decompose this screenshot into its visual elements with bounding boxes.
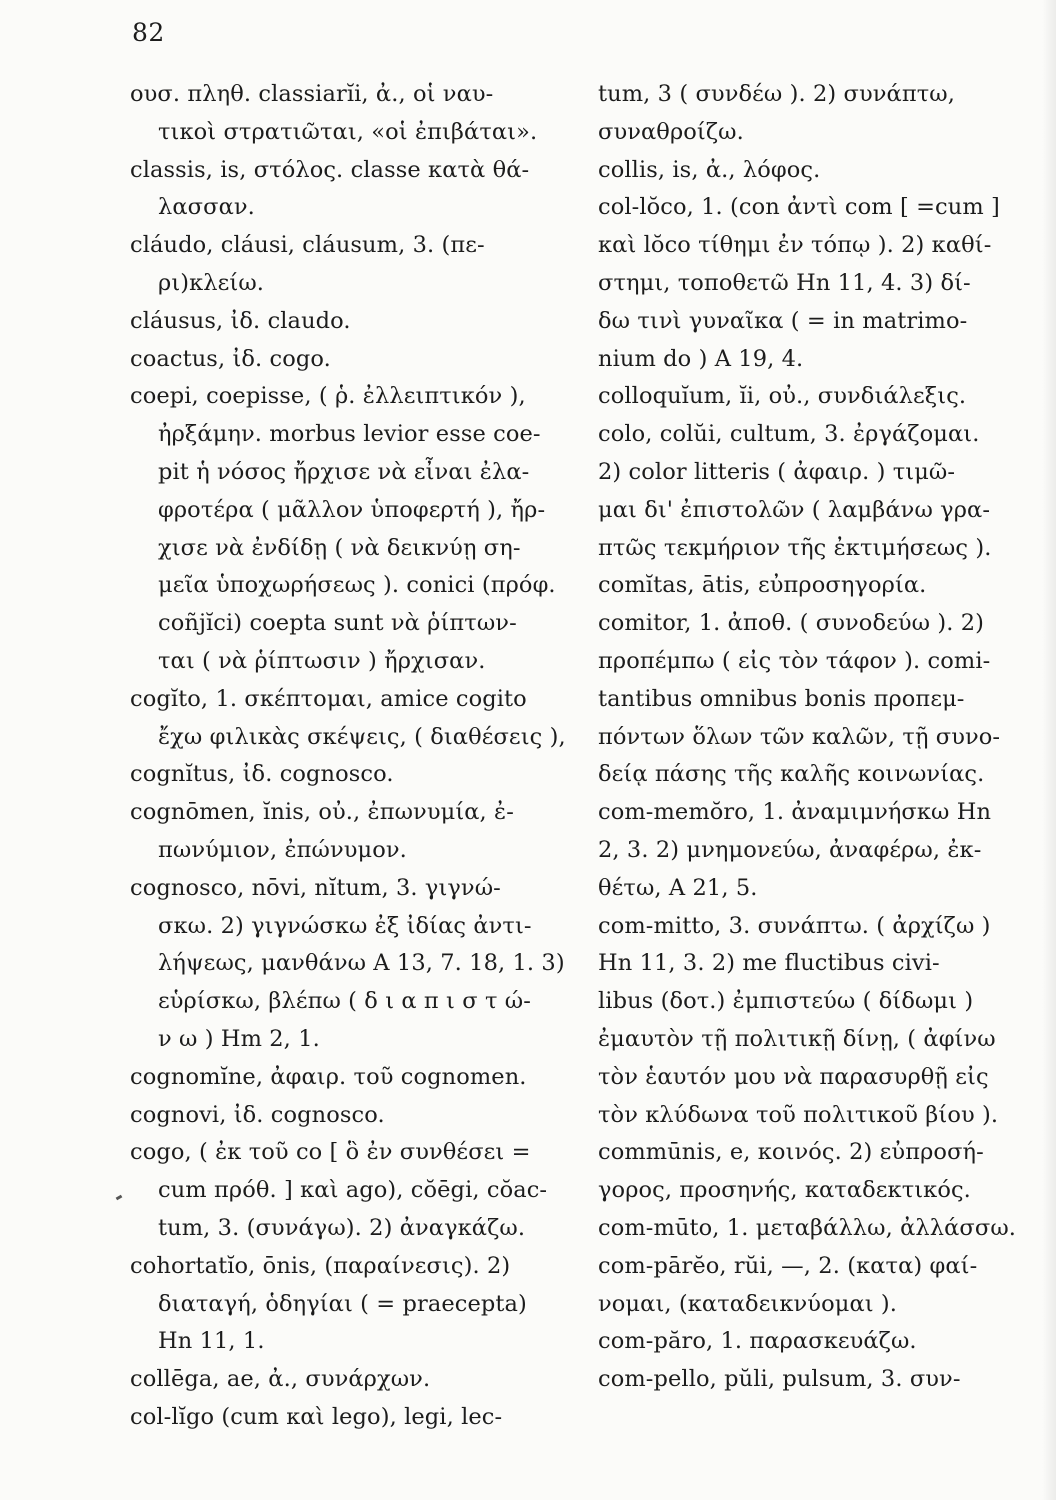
dictionary-line: classis, is, στόλος. classe κατὰ θά- [130,156,530,183]
dictionary-line: μαι δι' ἐπιστολῶν ( λαμβάνω γρα- [598,496,991,523]
dictionary-line: comĭtas, ātis, εὐπροσηγορία. [598,572,927,599]
dictionary-line: εὑρίσκω, βλέπω ( δ ι α π ι σ τ ώ- [158,988,531,1015]
dictionary-line: cláusus, ἰδ. claudo. [130,307,351,334]
dictionary-line: ν ω ) Hm 2, 1. [158,1025,320,1052]
dictionary-line: συναθροίζω. [598,118,744,145]
page-number: 82 [132,18,165,47]
page-edge-shadow [1042,0,1056,1500]
dictionary-line: coactus, ἰδ. cogo. [130,345,331,372]
dictionary-line: cognosco, nōvi, nĭtum, 3. γιγνώ- [130,874,501,901]
dictionary-line: cogo, ( ἐκ τοῦ co [ ὃ ἐν συνθέσει = [130,1139,531,1166]
stray-ink-mark [116,1195,123,1201]
dictionary-line: νομαι, (καταδεικνύομαι ). [598,1290,898,1317]
dictionary-line: cognĭtus, ἰδ. cognosco. [130,761,394,788]
dictionary-line: cognovi, ἰδ. cognosco. [130,1101,385,1128]
dictionary-line: com-pello, pŭli, pulsum, 3. συν- [598,1366,961,1393]
dictionary-line: τὸν κλύδωνα τοῦ πολιτικοῦ βίου ). [598,1101,999,1128]
dictionary-line: ἐμαυτὸν τῇ πολιτικῇ δίνῃ, ( ἀφίνω [598,1025,996,1052]
dictionary-line: ἠρξάμην. morbus levior esse coe- [158,421,541,448]
dictionary-line: cohortatĭo, ōnis, (παραίνεσις). 2) [130,1252,511,1279]
dictionary-line: φροτέρα ( μᾶλλον ὑποφερτή ), ἤρ- [158,496,546,523]
dictionary-line: Hn 11, 3. 2) me fluctibus civi- [598,950,940,977]
dictionary-line: ἔχω φιλικὰς σκέψεις, ( διαθέσεις ), [158,723,566,750]
dictionary-line: καὶ lŏco τίθημι ἐν τόπῳ ). 2) καθί- [598,232,992,259]
dictionary-line: διαταγή, ὁδηγίαι ( = praecepta) [158,1290,527,1317]
dictionary-line: tum, 3 ( συνδέω ). 2) συνάπτω, [598,81,955,107]
dictionary-line: col-lĭgo (cum καὶ lego), legi, lec- [130,1403,503,1430]
dictionary-line: collis, is, ἀ., λόφος. [598,156,821,183]
dictionary-line: δείᾳ πάσης τῆς καλῆς κοινωνίας. [598,761,985,788]
dictionary-line: γορος, προσηνής, καταδεκτικός. [598,1177,971,1204]
dictionary-line: λασσαν. [158,194,255,221]
dictionary-line: com-păro, 1. παρασκευάζω. [598,1328,917,1355]
dictionary-line: col-lŏco, 1. (con ἀντὶ com [ =cum ] [598,194,1000,221]
dictionary-line: pit ἡ νόσος ἤρχισε νὰ εἶναι ἐλα- [158,458,530,485]
dictionary-line: τὸν ἑαυτόν μου νὰ παρασυρθῇ εἰς [598,1063,989,1090]
dictionary-line: ται ( νὰ ῥίπτωσιν ) ἤρχισαν. [158,647,486,674]
dictionary-line: 2, 3. 2) μνημονεύω, ἀναφέρω, ἐκ- [598,836,982,863]
dictionary-line: μεῖα ὑποχωρήσεως ). conici (πρόφ. [158,572,556,599]
dictionary-line: coepi, coepisse, ( ῥ. ἐλλειπτικόν ), [130,383,526,410]
dictionary-line: colloquĭum, ĭi, οὐ., συνδιάλεξις. [598,383,967,410]
dictionary-line: collēga, ae, ἀ., συνάρχων. [130,1366,431,1393]
dictionary-line: χισε νὰ ἐνδίδῃ ( νὰ δεικνύῃ ση- [158,534,521,561]
dictionary-line: commūnis, e, κοινός. 2) εὐπροσή- [598,1139,984,1166]
dictionary-line: com-mitto, 3. συνάπτω. ( ἀρχίζω ) [598,912,991,939]
dictionary-line: πωνύμιον, ἐπώνυμον. [158,836,407,863]
dictionary-line: cognōmen, ĭnis, οὐ., ἐπωνυμία, ἐ- [130,799,514,826]
dictionary-line: tantibus omnibus bonis προπεμ- [598,685,965,712]
dictionary-line: προπέμπω ( εἰς τὸν τάφον ). comi- [598,647,991,674]
dictionary-line: σκω. 2) γιγνώσκω ἐξ ἰδίας ἀντι- [158,912,532,939]
dictionary-line: θέτω, A 21, 5. [598,874,758,901]
right-column [598,76,1056,1399]
dictionary-line: Hn 11, 1. [158,1328,265,1355]
dictionary-line: πόντων ὅλων τῶν καλῶν, τῇ συνο- [598,723,1001,750]
dictionary-line: ρι)κλείω. [158,269,265,296]
left-column [130,76,590,1437]
dictionary-line: com-memŏro, 1. ἀναμιμνήσκω Hn [598,799,992,826]
dictionary-line: cláudo, cláusi, cláusum, 3. (πε- [130,232,485,259]
dictionary-line: coñjĭci) coepta sunt νὰ ῥίπτων- [158,610,517,637]
dictionary-line: colo, colŭi, cultum, 3. ἐργάζομαι. [598,421,980,448]
dictionary-line: comitor, 1. ἀποθ. ( συνοδεύω ). 2) [598,610,984,637]
dictionary-line: λήψεως, μανθάνω A 13, 7. 18, 1. 3) [158,950,565,977]
dictionary-line: cogĭto, 1. σκέπτομαι, amice cogito [130,685,527,712]
dictionary-line: com-mūto, 1. μεταβάλλω, ἀλλάσσω. [598,1214,1017,1241]
dictionary-line: τικοὶ στρατιῶται, «οἱ ἐπιβάται». [158,118,538,145]
dictionary-line: nium do ) A 19, 4. [598,345,804,372]
dictionary-line: στημι, τοποθετῶ Hn 11, 4. 3) δί- [598,269,971,296]
dictionary-line: δω τινὶ γυναῖκα ( = in matrimo- [598,307,968,334]
dictionary-line: cum πρόθ. ] καὶ ago), cŏēgi, cŏac- [158,1177,548,1204]
dictionary-line: com-pārĕo, rŭi, —, 2. (κατα) φαί- [598,1252,978,1279]
dictionary-line: libus (δοτ.) ἐμπιστεύω ( δίδωμι ) [598,988,974,1015]
dictionary-line: 2) color litteris ( ἀφαιρ. ) τιμῶ- [598,458,956,485]
dictionary-line: tum, 3. (συνάγω). 2) ἀναγκάζω. [158,1214,526,1241]
dictionary-line: cognomĭne, ἀφαιρ. τοῦ cognomen. [130,1063,527,1090]
dictionary-line: ουσ. πληθ. classiarĭi, ἀ., οἱ ναυ- [130,81,494,107]
dictionary-line: πτῶς τεκμήριον τῆς ἐκτιμήσεως ). [598,534,992,561]
